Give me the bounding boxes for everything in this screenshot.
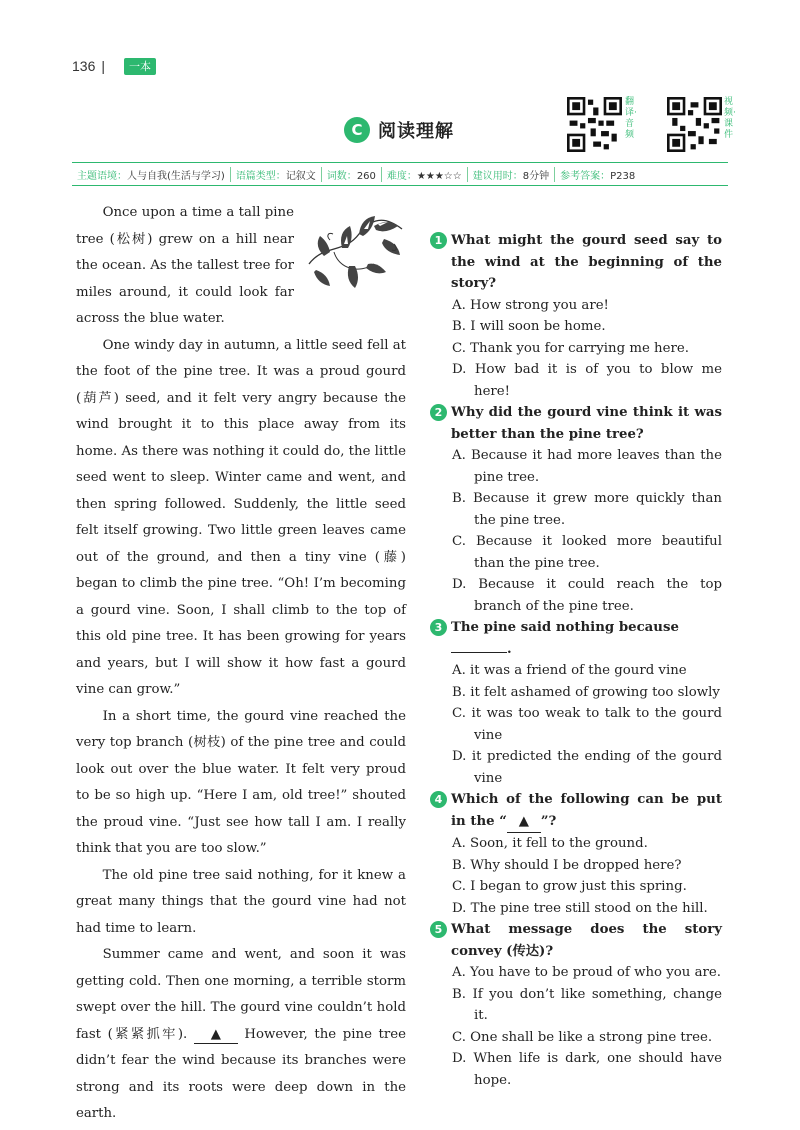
option: A. Soon, it fell to the ground.	[452, 836, 648, 851]
info-time: 建议用时：8分钟	[468, 167, 555, 182]
option: B. Why should I be dropped here?	[452, 857, 682, 873]
question-5	[430, 919, 722, 1091]
question-stem: What might the gourd seed say to the wind at the beginning of the story?	[451, 233, 722, 291]
option: B. I will soon be home.	[452, 319, 606, 334]
option: C. I began to grow just this spring.	[452, 879, 687, 894]
option: C. Because it looked more beautiful than the pine tree.	[452, 534, 722, 571]
passage-paragraph-3: In a short time, the gourd vine reached the very top branch (树枝) of the pine tree and could look out over the blue water. It felt very proud to be so high up. “Here I am, old tree!” shouted the proud vine. “Just see how tall I am. I really think that you are too slow.”	[76, 708, 406, 856]
question-stem: The pine said nothing because .	[451, 620, 679, 657]
question-4	[430, 789, 722, 919]
page-separator: |	[101, 58, 105, 74]
question-3	[430, 617, 722, 789]
info-bar	[72, 162, 728, 186]
option: C. One shall be like a strong pine tree.	[452, 1029, 713, 1045]
question-number: 3	[430, 619, 447, 636]
question-number: 4	[430, 791, 447, 808]
page-number-value: 136	[72, 58, 96, 74]
question-stem: Which of the following can be put in the “ ▲ ”?	[451, 789, 722, 833]
info-word-count: 词数：260	[322, 167, 382, 182]
qr-label-video: 视频·课件	[724, 97, 736, 140]
option: C. it was too weak to talk to the gourd vine	[452, 706, 722, 743]
option: B. Because it grew more quickly than the pine tree.	[452, 491, 722, 528]
answer-blank	[451, 640, 507, 653]
question-blank: ▲	[507, 811, 541, 834]
option: B. If you don’t like something, change it.	[452, 986, 722, 1023]
option: D. How bad it is of you to blow me here!	[452, 362, 722, 399]
question-list	[430, 230, 722, 1091]
question-stem: What message does the story convey (传达)?	[451, 922, 722, 959]
option: A. How strong you are!	[452, 297, 609, 313]
option: D. The pine tree still stood on the hill.	[452, 900, 708, 916]
question-1	[430, 230, 722, 402]
question-number: 2	[430, 404, 447, 421]
option: B. it felt ashamed of growing too slowly	[452, 684, 720, 700]
question-2	[430, 402, 722, 617]
qr-code-icon[interactable]	[667, 97, 722, 152]
question-number: 5	[430, 921, 447, 938]
passage-paragraph-1: Once upon a time a tall pine tree (松树) grew on a hill near the ocean. As the tallest tree for miles around, it could look far across the blue water.	[76, 205, 294, 326]
reading-passage	[76, 200, 406, 1128]
brand-logo: 一本	[124, 58, 156, 75]
question-number: 1	[430, 232, 447, 249]
option: D. When life is dark, one should have hope.	[452, 1051, 722, 1088]
reading-icon: C	[344, 117, 370, 143]
info-theme: 主题语境：人与自我(生活与学习)	[72, 167, 231, 182]
option: D. it predicted the ending of the gourd vine	[452, 749, 722, 786]
info-answer-page: 参考答案：P238	[560, 170, 636, 182]
option: A. Because it had more leaves than the pine tree.	[452, 448, 722, 485]
info-difficulty: 难度：★★★☆☆	[382, 167, 468, 182]
qr-code-icon[interactable]	[567, 97, 622, 152]
passage-blank: ▲	[194, 1027, 238, 1044]
passage-paragraph-5: Summer came and went, and soon it was getting cold. Then one morning, a terrible storm swept over the hill. The gourd vine couldn’t hold fast (紧紧抓牢). ▲ However, the pine tree didn’t fear the wind because its branches were strong and its roots were deep down in the earth.	[76, 947, 406, 1121]
passage-paragraph-4: The old pine tree said nothing, for it knew a great many things that the gourd vine had not had time to learn.	[76, 867, 406, 936]
option: A. You have to be proud of who you are.	[452, 965, 721, 980]
qr-label-translation: 翻译·音频	[625, 97, 637, 140]
gourd-vine-illustration	[304, 204, 406, 292]
option: A. it was a friend of the gourd vine	[452, 663, 687, 678]
question-stem: Why did the gourd vine think it was better than the pine tree?	[451, 405, 722, 442]
option: C. Thank you for carrying me here.	[452, 340, 689, 356]
section-title	[344, 117, 454, 143]
passage-paragraph-2: One windy day in autumn, a little seed fell at the foot of the pine tree. It was a proud gourd (葫芦) seed, and it felt very angry because the wind brought it to this place away from its home. As there was nothing it could do, the little seed went to sleep. Winter came and went, and then spring followed. Suddenly, the little seed felt itself growing. Two little green leaves came out of the ground, and then a tiny vine (藤) began to climb the pine tree. “Oh! I’m becoming a gourd vine. Soon, I shall climb to the top of this old pine tree. It has been growing for years and years, but I will show it how fast a gourd vine can grow.”	[76, 337, 406, 697]
option: D. Because it could reach the top branch of the pine tree.	[452, 577, 722, 614]
page-number	[72, 58, 111, 74]
section-title-text: 阅读理解	[378, 121, 454, 142]
info-genre: 语篇类型：记叙文	[231, 167, 322, 182]
